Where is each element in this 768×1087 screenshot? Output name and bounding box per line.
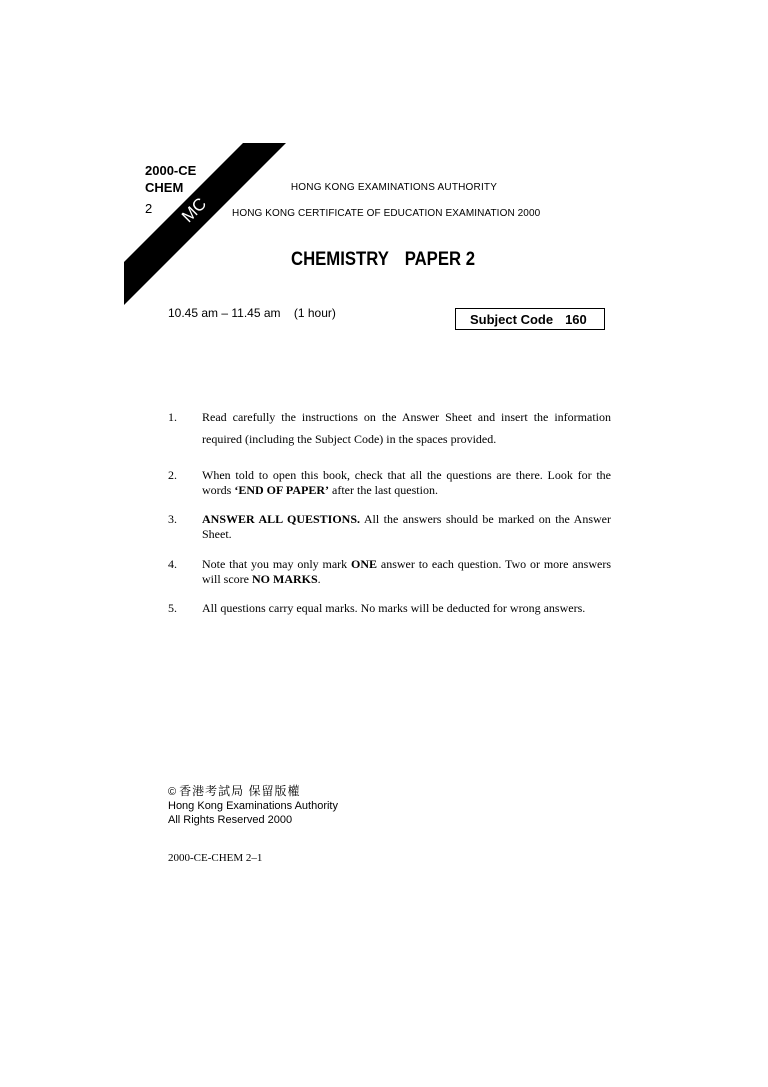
instruction-number: 4. bbox=[168, 557, 177, 571]
instruction-item bbox=[168, 601, 611, 616]
instruction-number: 2. bbox=[168, 468, 177, 482]
subject-code-label: Subject Code bbox=[470, 312, 554, 327]
copyright-rights: All Rights Reserved 2000 bbox=[168, 814, 293, 826]
paper-code-year: 2000-CE bbox=[145, 163, 197, 178]
instruction-item bbox=[168, 512, 611, 542]
exam-time: 10.45 am – 11.45 am (1 hour) bbox=[168, 306, 336, 320]
instruction-number: 5. bbox=[168, 601, 177, 615]
copyright-notice bbox=[168, 784, 338, 827]
copyright-symbol: © bbox=[168, 786, 177, 798]
instruction-text: ANSWER ALL QUESTIONS. All the answers should be marked on the Answer Sheet. bbox=[202, 512, 611, 541]
instruction-number: 3. bbox=[168, 512, 177, 526]
page-title bbox=[291, 249, 475, 271]
copyright-authority: Hong Kong Examinations Authority bbox=[168, 800, 338, 812]
paper-code-subject: CHEM bbox=[145, 180, 184, 195]
instruction-item bbox=[168, 557, 611, 587]
subject-code-number: 160 bbox=[565, 312, 587, 327]
footer-page-code: 2000-CE-CHEM 2–1 bbox=[168, 852, 263, 864]
subject-code-box bbox=[455, 308, 605, 330]
instruction-number: 1. bbox=[168, 410, 177, 424]
instruction-text: When told to open this book, check that all the questions are there. Look for the words ‘END OF PAPER’ after the last question. bbox=[202, 468, 611, 497]
instruction-text: Read carefully the instructions on the Answer Sheet and insert the information required (including the Subject Code) in the spaces provided. bbox=[202, 410, 611, 446]
copyright-chinese: 香港考試局 保留版權 bbox=[179, 784, 301, 798]
instruction-text: Note that you may only mark ONE answer to each question. Two or more answers will score NO MARKS. bbox=[202, 557, 611, 586]
title-paper: PAPER 2 bbox=[404, 249, 476, 270]
exam-name: HONG KONG CERTIFICATE OF EDUCATION EXAMINATION 2000 bbox=[232, 208, 541, 219]
authority-name: HONG KONG EXAMINATIONS AUTHORITY bbox=[290, 182, 498, 193]
title-subject: CHEMISTRY bbox=[291, 249, 389, 270]
mc-banner bbox=[0, 0, 768, 320]
banner-mc-label: MC bbox=[178, 194, 211, 227]
paper-code-number: 2 bbox=[145, 201, 153, 216]
instruction-text: All questions carry equal marks. No marks will be deducted for wrong answers. bbox=[202, 601, 586, 615]
instruction-item bbox=[168, 410, 611, 450]
instruction-item bbox=[168, 468, 611, 498]
